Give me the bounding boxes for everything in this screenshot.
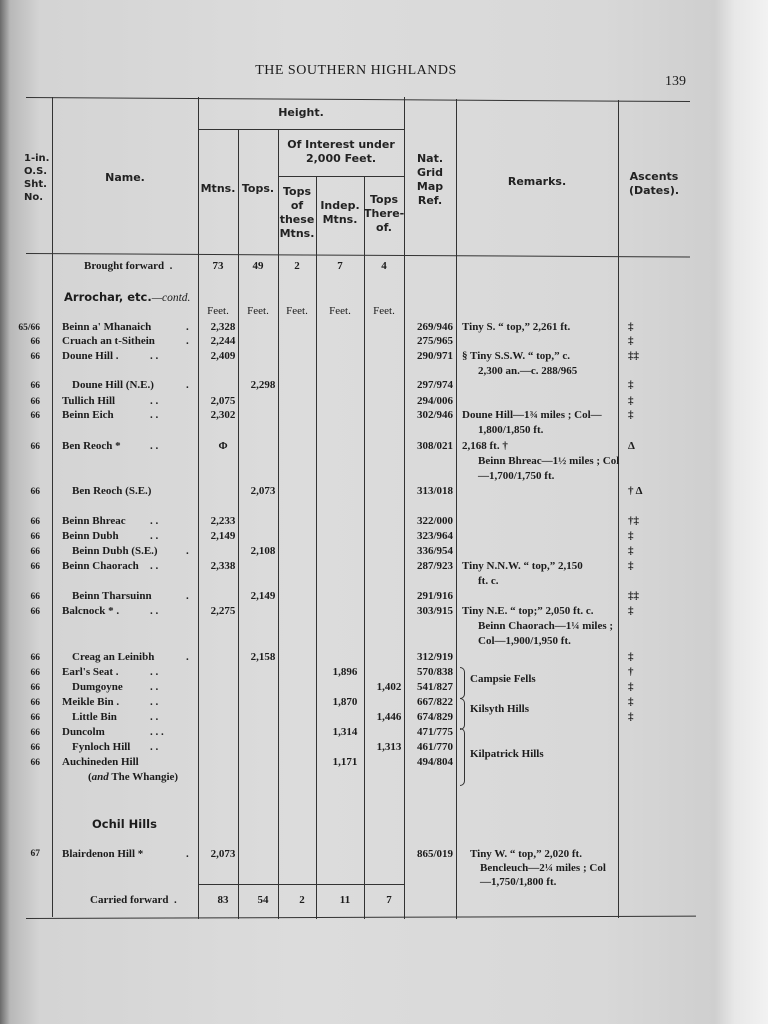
sheet-number: 66 bbox=[30, 758, 40, 768]
grid-ref: 303/915 bbox=[416, 605, 454, 617]
header-indep: Indep. Mtns. bbox=[320, 199, 360, 226]
ascents-marks: † bbox=[628, 666, 634, 678]
leader-dots: . . bbox=[150, 560, 159, 572]
unit-tops-thereof: Feet. bbox=[373, 305, 395, 317]
leader-dots: . . bbox=[150, 395, 159, 407]
grid-ref: 570/838 bbox=[416, 666, 454, 678]
sheet-number: 66 bbox=[30, 337, 40, 347]
group-label-campsie: Campsie Fells bbox=[470, 673, 536, 685]
leader-dots: . . bbox=[150, 350, 159, 362]
leader-dots: . bbox=[186, 545, 189, 557]
ochil-remark-2: Bencleuch—2¼ miles ; Col bbox=[480, 862, 606, 874]
section-suffix: —contd. bbox=[151, 292, 191, 304]
leader-dots: . bbox=[186, 379, 189, 391]
grid-ref: 297/974 bbox=[416, 379, 454, 391]
height-mtns: 2,338 bbox=[210, 560, 236, 572]
header-tops: Tops. bbox=[241, 182, 275, 195]
total-rule bbox=[198, 884, 404, 885]
grid-ref: 541/827 bbox=[416, 681, 454, 693]
top-rule bbox=[26, 97, 690, 102]
mountain-name: Meikle Bin . bbox=[62, 696, 120, 708]
grid-ref: 287/923 bbox=[416, 560, 454, 572]
height-mtns: 2,244 bbox=[210, 335, 236, 347]
bf-indep: 7 bbox=[337, 260, 343, 272]
height-mtns: Φ bbox=[218, 440, 228, 452]
ascents-marks: ‡ bbox=[628, 335, 634, 347]
grid-ref: 471/775 bbox=[416, 726, 454, 738]
interest-rule bbox=[278, 176, 404, 177]
sheet-number: 66 bbox=[30, 442, 40, 452]
grid-ref: 269/946 bbox=[416, 321, 454, 333]
ascents-marks: ‡‡ bbox=[628, 590, 639, 602]
height-tops: 2,158 bbox=[250, 651, 276, 663]
leader-dots: . bbox=[169, 260, 173, 272]
mountain-name: Doune Hill (N.E.) bbox=[72, 379, 154, 391]
cf-tops-of-these: 2 bbox=[299, 894, 305, 906]
ascents-marks: ‡ bbox=[628, 711, 634, 723]
leader-dots: . bbox=[186, 651, 189, 663]
sheet-number: 66 bbox=[30, 668, 40, 678]
mountain-name: Fynloch Hill bbox=[72, 741, 131, 753]
mountain-name: Ben Reoch (S.E.) bbox=[72, 485, 152, 497]
header-of-interest: Of Interest under 2,000 Feet. bbox=[287, 138, 395, 165]
height-mtns: 2,328 bbox=[210, 321, 236, 333]
remark-line: Doune Hill—1¾ miles ; Col— bbox=[462, 409, 602, 421]
height-tops: 2,108 bbox=[250, 545, 276, 557]
section-label: Arrochar, etc. bbox=[64, 290, 152, 304]
remark-line: Beinn Bhreac—1½ miles ; Col bbox=[478, 455, 620, 467]
mountain-name: Little Bin bbox=[72, 711, 117, 723]
height-indep: 1,314 bbox=[332, 726, 358, 738]
col-divider bbox=[364, 176, 365, 919]
header-tops-of-these: Tops of these Mtns. bbox=[279, 185, 315, 240]
grid-ref: 667/822 bbox=[416, 696, 454, 708]
leader-dots: . . bbox=[150, 440, 159, 452]
height-mtns: 2,075 bbox=[210, 395, 236, 407]
height-indep: 1,870 bbox=[332, 696, 358, 708]
mountain-name: Tullich Hill bbox=[62, 395, 116, 407]
cf-tops: 54 bbox=[257, 894, 269, 906]
mountain-name: Creag an Leinibh bbox=[72, 651, 155, 663]
mountain-name: Beinn Dubh bbox=[62, 530, 119, 542]
cf-tops-thereof: 7 bbox=[386, 894, 392, 906]
unit-mtns: Feet. bbox=[207, 305, 229, 317]
col-divider bbox=[456, 99, 457, 919]
height-mtns: 2,233 bbox=[210, 515, 236, 527]
grid-ref: 308/021 bbox=[416, 440, 454, 452]
height-mtns: 2,302 bbox=[210, 409, 236, 421]
header-grid-ref: Nat. Grid Map Ref. bbox=[416, 152, 444, 207]
leader-dots: . . bbox=[150, 741, 159, 753]
bf-tops-of-these: 2 bbox=[294, 260, 300, 272]
mountain-name: Earl's Seat . bbox=[62, 666, 119, 678]
remark-line: 2,168 ft. † bbox=[462, 440, 508, 452]
ascents-marks: ‡ bbox=[628, 321, 634, 333]
sheet-number: 66 bbox=[30, 713, 40, 723]
ascents-marks: ‡ bbox=[628, 409, 634, 421]
note-rest: The Whangie) bbox=[108, 771, 179, 783]
page-number: 139 bbox=[665, 74, 686, 89]
label: Brought forward bbox=[84, 260, 165, 272]
ochil-remark-1: Tiny W. “ top,” 2,020 ft. bbox=[470, 848, 582, 860]
col-divider bbox=[618, 100, 619, 918]
leader-dots: . bbox=[174, 894, 177, 906]
ochil-sheet: 67 bbox=[30, 849, 40, 859]
header-tops-thereof: Tops There-of. bbox=[364, 193, 405, 234]
col-divider bbox=[404, 97, 405, 919]
remark-line: —1,700/1,750 ft. bbox=[478, 470, 555, 482]
height-tops: 2,298 bbox=[250, 379, 276, 391]
sheet-number: 66 bbox=[30, 562, 40, 572]
header-mtns: Mtns. bbox=[200, 182, 236, 195]
remark-line: Tiny N.E. “ top;” 2,050 ft. c. bbox=[462, 605, 594, 617]
paren: ( bbox=[88, 771, 92, 783]
mountain-name: Beinn Chaorach bbox=[62, 560, 139, 572]
leader-dots: . bbox=[186, 590, 189, 602]
ochil-grid: 865/019 bbox=[416, 848, 454, 860]
ascents-marks: ‡ bbox=[628, 379, 634, 391]
leader-dots: . . bbox=[150, 605, 159, 617]
ascents-marks: ‡ bbox=[628, 681, 634, 693]
leader-dots: . bbox=[186, 321, 189, 333]
height-indep: 1,171 bbox=[332, 756, 358, 768]
mountain-name: Ben Reoch * bbox=[62, 440, 121, 452]
mountain-name: Beinn Tharsuinn bbox=[72, 590, 152, 602]
ascents-marks: †‡ bbox=[628, 515, 639, 527]
auchineden-note bbox=[88, 771, 178, 784]
ascents-marks: ‡ bbox=[628, 395, 634, 407]
unit-tops-of-these: Feet. bbox=[286, 305, 308, 317]
mountain-name: Doune Hill . bbox=[62, 350, 119, 362]
header-sheet: 1-in. O.S. Sht. No. bbox=[24, 153, 50, 203]
sheet-number: 65/66 bbox=[18, 323, 40, 333]
grid-ref: 313/018 bbox=[416, 485, 454, 497]
grid-ref: 461/770 bbox=[416, 741, 454, 753]
height-rule bbox=[198, 129, 404, 130]
sheet-number: 66 bbox=[30, 352, 40, 362]
bf-tops-thereof: 4 bbox=[381, 260, 387, 272]
remark-line: 2,300 an.—c. 288/965 bbox=[478, 365, 578, 377]
brace-kilpatrick bbox=[460, 728, 465, 786]
remark-line: Col—1,900/1,950 ft. bbox=[478, 635, 571, 647]
leader-dots: . . . bbox=[150, 726, 164, 738]
ascents-marks: ‡ bbox=[628, 696, 634, 708]
ascents-marks: ‡ bbox=[628, 651, 634, 663]
mountain-name: Dumgoyne bbox=[72, 681, 123, 693]
height-tops: 2,149 bbox=[250, 590, 276, 602]
col-divider bbox=[316, 176, 317, 919]
col-divider bbox=[278, 129, 279, 919]
col-divider bbox=[52, 97, 53, 917]
sheet-number: 66 bbox=[30, 532, 40, 542]
leader-dots: . . bbox=[150, 530, 159, 542]
unit-indep: Feet. bbox=[329, 305, 351, 317]
leader-dots: . . bbox=[150, 711, 159, 723]
brace-campsie bbox=[460, 667, 465, 699]
sheet-number: 66 bbox=[30, 698, 40, 708]
group-label-kilpatrick: Kilpatrick Hills bbox=[470, 748, 544, 760]
grid-ref: 290/971 bbox=[416, 350, 454, 362]
sheet-number: 66 bbox=[30, 743, 40, 753]
leader-dots: . . bbox=[150, 696, 159, 708]
ascents-marks: ‡ bbox=[628, 560, 634, 572]
grid-ref: 674/829 bbox=[416, 711, 454, 723]
grid-ref: 323/964 bbox=[416, 530, 454, 542]
mountain-name: Beinn Dubh (S.E.) bbox=[72, 545, 158, 557]
sheet-number: 66 bbox=[30, 487, 40, 497]
ascents-marks: Δ bbox=[628, 440, 635, 452]
header-ascents: Ascents (Dates). bbox=[628, 170, 680, 197]
header-height: Height. bbox=[278, 106, 324, 119]
height-mtns: 2,275 bbox=[210, 605, 236, 617]
bf-tops: 49 bbox=[252, 260, 264, 272]
ascents-marks: ‡‡ bbox=[628, 350, 639, 362]
sheet-number: 66 bbox=[30, 653, 40, 663]
mountain-name: Beinn a' Mhanaich bbox=[62, 321, 152, 333]
cf-indep: 11 bbox=[339, 894, 351, 906]
mountain-name: Auchineden Hill bbox=[62, 756, 139, 768]
group-label-kilsyth: Kilsyth Hills bbox=[470, 703, 529, 715]
label: Carried forward bbox=[90, 894, 169, 906]
cf-mtns: 83 bbox=[217, 894, 229, 906]
mountain-name: Cruach an t-Sithein bbox=[62, 335, 155, 347]
ochil-mtns: 2,073 bbox=[210, 848, 236, 860]
grid-ref: 291/916 bbox=[416, 590, 454, 602]
bottom-rule bbox=[26, 916, 696, 919]
mountain-name: Beinn Eich bbox=[62, 409, 114, 421]
remark-line: ft. c. bbox=[478, 575, 499, 587]
leader-dots: . . bbox=[150, 409, 159, 421]
leader-dots: . . bbox=[150, 681, 159, 693]
grid-ref: 336/954 bbox=[416, 545, 454, 557]
sheet-number: 66 bbox=[30, 381, 40, 391]
grid-ref: 494/804 bbox=[416, 756, 454, 768]
height-indep: 1,896 bbox=[332, 666, 358, 678]
section-heading-ochil: Ochil Hills bbox=[92, 817, 157, 831]
height-mtns: 2,409 bbox=[210, 350, 236, 362]
height-mtns: 2,149 bbox=[210, 530, 236, 542]
grid-ref: 294/006 bbox=[416, 395, 454, 407]
mountain-name: Duncolm bbox=[62, 726, 105, 738]
brought-forward-label bbox=[84, 260, 172, 273]
ochil-remark-3: —1,750/1,800 ft. bbox=[480, 876, 557, 888]
remark-line: Beinn Chaorach—1¼ miles ; bbox=[478, 620, 614, 632]
remark-line: Tiny S. “ top,” 2,261 ft. bbox=[462, 321, 571, 333]
grid-ref: 322/000 bbox=[416, 515, 454, 527]
leader-dots: . bbox=[186, 848, 189, 860]
sheet-number: 66 bbox=[30, 592, 40, 602]
ascents-marks: † Δ bbox=[628, 485, 643, 497]
grid-ref: 275/965 bbox=[416, 335, 454, 347]
mountain-name: Beinn Bhreac bbox=[62, 515, 126, 527]
sheet-number: 66 bbox=[30, 517, 40, 527]
header-remarks: Remarks. bbox=[507, 175, 567, 188]
height-tops: 2,073 bbox=[250, 485, 276, 497]
sheet-number: 66 bbox=[30, 411, 40, 421]
grid-ref: 302/946 bbox=[416, 409, 454, 421]
carried-forward-label bbox=[90, 894, 177, 907]
ascents-marks: ‡ bbox=[628, 545, 634, 557]
remark-line: Tiny N.N.W. “ top,” 2,150 bbox=[462, 560, 583, 572]
height-tops-thereof: 1,313 bbox=[376, 741, 402, 753]
header-name: Name. bbox=[105, 171, 145, 184]
remark-line: 1,800/1,850 ft. bbox=[478, 424, 544, 436]
ascents-marks: ‡ bbox=[628, 530, 634, 542]
sheet-number: 66 bbox=[30, 547, 40, 557]
brace-kilsyth bbox=[460, 698, 465, 730]
ochil-name: Blairdenon Hill * bbox=[62, 848, 144, 860]
ascents-marks: ‡ bbox=[628, 605, 634, 617]
leader-dots: . bbox=[186, 335, 189, 347]
unit-tops: Feet. bbox=[247, 305, 269, 317]
sheet-number: 66 bbox=[30, 607, 40, 617]
sheet-number: 66 bbox=[30, 683, 40, 693]
grid-ref: 312/919 bbox=[416, 651, 454, 663]
sheet-number: 66 bbox=[30, 728, 40, 738]
running-title: THE SOUTHERN HIGHLANDS bbox=[255, 63, 457, 78]
note-and: and bbox=[91, 771, 109, 783]
remark-line: § Tiny S.S.W. “ top,” c. bbox=[462, 350, 571, 362]
leader-dots: . . bbox=[150, 515, 159, 527]
sheet-number: 66 bbox=[30, 397, 40, 407]
height-tops-thereof: 1,402 bbox=[376, 681, 402, 693]
mountain-name: Balcnock * . bbox=[62, 605, 120, 617]
col-divider bbox=[198, 97, 199, 919]
height-tops-thereof: 1,446 bbox=[376, 711, 402, 723]
section-heading-arrochar bbox=[64, 290, 190, 304]
bf-mtns: 73 bbox=[212, 260, 224, 272]
leader-dots: . . bbox=[150, 666, 159, 678]
header-bottom-rule bbox=[26, 253, 690, 257]
